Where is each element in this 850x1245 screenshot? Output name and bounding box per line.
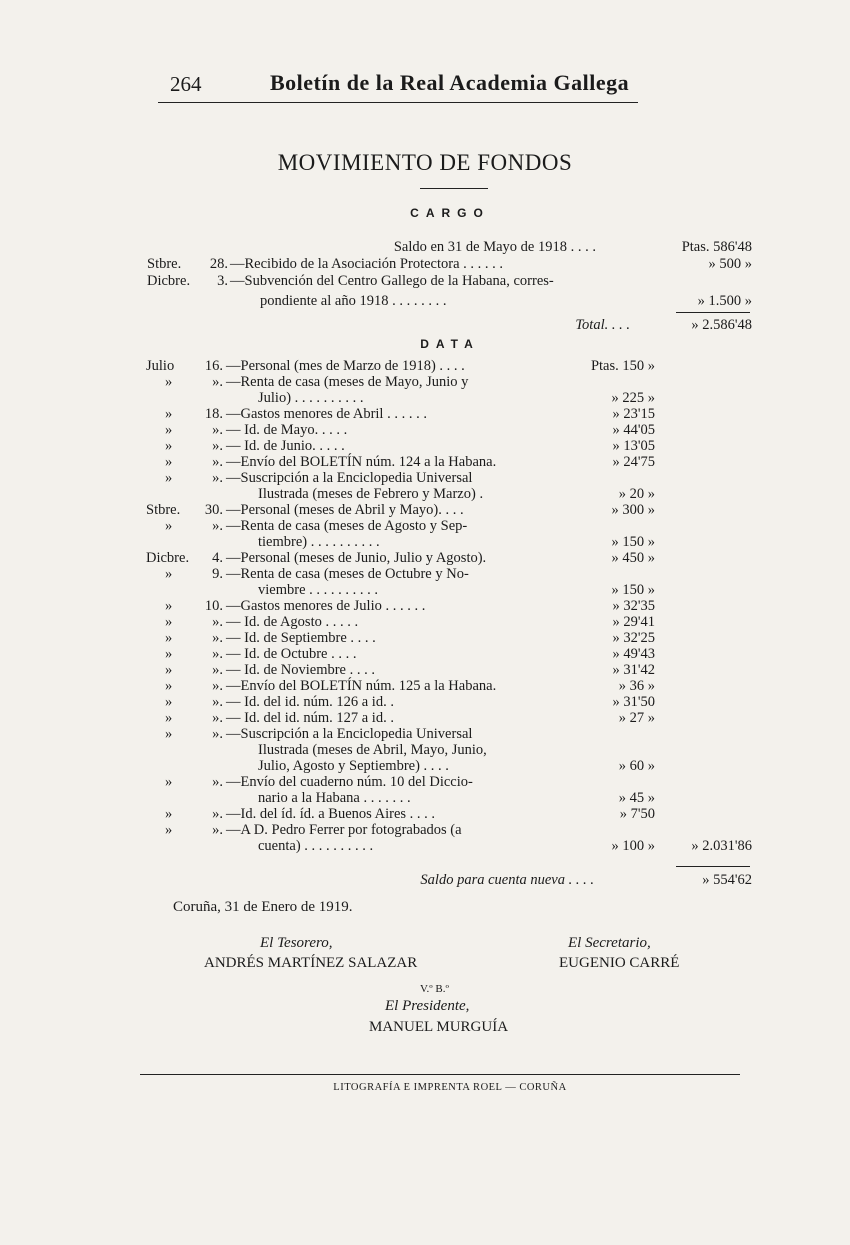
data-description: —Envío del BOLETÍN núm. 125 a la Habana. bbox=[226, 678, 497, 694]
cargo-heading: CARGO bbox=[410, 206, 490, 220]
data-description: —Gastos menores de Abril . . . . . . bbox=[226, 406, 427, 422]
data-description: — Id. de Noviembre . . . . bbox=[226, 662, 375, 678]
visto-bueno: V.º B.º bbox=[420, 983, 449, 995]
data-day: ». bbox=[212, 662, 223, 678]
data-description: —A D. Pedro Ferrer por fotograbados (a bbox=[226, 822, 462, 838]
data-month: » bbox=[165, 662, 173, 678]
saldo-label: Saldo para cuenta nueva . . . . bbox=[420, 872, 594, 888]
cargo-day: 28. bbox=[209, 256, 228, 272]
data-amount: » 49'43 bbox=[612, 646, 655, 662]
data-description: —Suscripción a la Enciclopedia Universal bbox=[226, 470, 473, 486]
data-day: ». bbox=[212, 678, 223, 694]
cargo-description: —Recibido de la Asociación Protectora . . . . . . bbox=[230, 256, 504, 272]
data-amount: » 23'15 bbox=[612, 406, 655, 422]
data-month: » bbox=[165, 774, 173, 790]
data-amount: » 13'05 bbox=[612, 438, 655, 454]
data-heading: DATA bbox=[420, 337, 480, 351]
tesorero-name: ANDRÉS MARTÍNEZ SALAZAR bbox=[204, 955, 418, 971]
data-month: Julio bbox=[146, 358, 175, 374]
data-day: ». bbox=[212, 470, 223, 486]
data-description: Julio) . . . . . . . . . . bbox=[258, 390, 364, 406]
data-description: —Personal (mes de Marzo de 1918) . . . . bbox=[226, 358, 465, 374]
data-day: ». bbox=[212, 646, 223, 662]
data-month: » bbox=[165, 598, 173, 614]
data-description: —Id. del íd. íd. a Buenos Aires . . . . bbox=[226, 806, 436, 822]
data-description: —Gastos menores de Julio . . . . . . bbox=[226, 598, 426, 614]
data-description: —Suscripción a la Enciclopedia Universal bbox=[226, 726, 473, 742]
data-description: Julio, Agosto y Septiembre) . . . . bbox=[258, 758, 449, 774]
data-description: — Id. del id. núm. 127 a id. . bbox=[226, 710, 394, 726]
data-month: » bbox=[165, 694, 173, 710]
data-description: — Id. de Agosto . . . . . bbox=[226, 614, 359, 630]
data-amount: » 225 » bbox=[611, 390, 655, 406]
data-month: » bbox=[165, 630, 173, 646]
data-description: cuenta) . . . . . . . . . . bbox=[258, 838, 374, 854]
cargo-day: 3. bbox=[217, 273, 228, 289]
data-day: 10. bbox=[204, 598, 223, 614]
secretario-role: El Secretario, bbox=[568, 935, 651, 951]
data-day: 30. bbox=[204, 502, 223, 518]
data-amount: » 31'50 bbox=[612, 694, 655, 710]
data-month: » bbox=[165, 518, 173, 534]
data-month: » bbox=[165, 566, 173, 582]
cargo-total-amount: » 2.586'48 bbox=[691, 317, 752, 333]
presidente-name: MANUEL MURGUÍA bbox=[369, 1019, 509, 1035]
data-amount: » 36 » bbox=[618, 678, 655, 694]
data-description: —Renta de casa (meses de Octubre y No- bbox=[226, 566, 469, 582]
saldo-amount: » 554'62 bbox=[702, 872, 752, 888]
page-title: MOVIMIENTO DE FONDOS bbox=[277, 150, 573, 175]
data-day: ». bbox=[212, 806, 223, 822]
data-amount: » 32'35 bbox=[612, 598, 655, 614]
data-day: ». bbox=[212, 694, 223, 710]
data-description: — Id. de Septiembre . . . . bbox=[226, 630, 376, 646]
data-description: —Envío del cuaderno núm. 10 del Diccio- bbox=[226, 774, 473, 790]
cargo-description: pondiente al año 1918 . . . . . . . . bbox=[260, 293, 447, 309]
data-day: ». bbox=[212, 726, 223, 742]
data-day: ». bbox=[212, 630, 223, 646]
data-month: Dicbre. bbox=[146, 550, 190, 566]
date-line: Coruña, 31 de Enero de 1919. bbox=[173, 899, 353, 915]
data-month: » bbox=[165, 454, 173, 470]
data-amount: » 45 » bbox=[618, 790, 655, 806]
data-amount: » 150 » bbox=[611, 534, 655, 550]
data-month: » bbox=[165, 438, 173, 454]
data-day: ». bbox=[212, 374, 223, 390]
cargo-month: Stbre. bbox=[147, 256, 182, 272]
data-amount: » 24'75 bbox=[612, 454, 655, 470]
running-header bbox=[158, 68, 638, 103]
data-day: ». bbox=[212, 454, 223, 470]
data-amount: » 32'25 bbox=[612, 630, 655, 646]
data-description: —Renta de casa (meses de Mayo, Junio y bbox=[226, 374, 469, 390]
data-day: ». bbox=[212, 422, 223, 438]
data-day: ». bbox=[212, 614, 223, 630]
data-month: Stbre. bbox=[146, 502, 181, 518]
data-day: 16. bbox=[204, 358, 223, 374]
printer-imprint: LITOGRAFÍA E IMPRENTA ROEL — CORUÑA bbox=[333, 1082, 567, 1093]
data-amount-total: Ptas. 150 » bbox=[590, 358, 655, 374]
data-description: —Personal (meses de Junio, Julio y Agosto). bbox=[226, 550, 487, 566]
data-month: » bbox=[165, 822, 173, 838]
data-day: ». bbox=[212, 710, 223, 726]
data-month: » bbox=[165, 614, 173, 630]
secretario-name: EUGENIO CARRÉ bbox=[559, 955, 680, 971]
page-number: 264 bbox=[170, 72, 202, 96]
data-amount: » 20 » bbox=[618, 486, 655, 502]
data-amount: » 100 » bbox=[611, 838, 655, 854]
data-description: Ilustrada (meses de Febrero y Marzo) . bbox=[258, 486, 484, 502]
data-description: Ilustrada (meses de Abril, Mayo, Junio, bbox=[258, 742, 487, 758]
presidente-role: El Presidente, bbox=[385, 998, 470, 1014]
data-amount-total: » 2.031'86 bbox=[691, 838, 752, 854]
journal-title: Boletín de la Real Academia Gallega bbox=[270, 70, 630, 95]
data-description: — Id. del id. núm. 126 a id. . bbox=[226, 694, 394, 710]
data-description: —Personal (meses de Abril y Mayo). . . . bbox=[226, 502, 464, 518]
data-amount: » 29'41 bbox=[612, 614, 655, 630]
data-month: » bbox=[165, 726, 173, 742]
data-amount: » 150 » bbox=[611, 582, 655, 598]
data-day: 4. bbox=[212, 550, 223, 566]
data-description: nario a la Habana . . . . . . . bbox=[258, 790, 411, 806]
data-month: » bbox=[165, 646, 173, 662]
data-month: » bbox=[165, 470, 173, 486]
tesorero-role: El Tesorero, bbox=[260, 935, 333, 951]
data-description: — Id. de Octubre . . . . bbox=[226, 646, 357, 662]
data-month: » bbox=[165, 710, 173, 726]
cargo-saldo-text: Saldo en 31 de Mayo de 1918 . . . . bbox=[393, 239, 596, 255]
footer-rule bbox=[140, 1074, 740, 1075]
data-month: » bbox=[165, 806, 173, 822]
data-description: — Id. de Mayo. . . . . bbox=[226, 422, 348, 438]
data-amount: » 31'42 bbox=[612, 662, 655, 678]
data-day: ». bbox=[212, 438, 223, 454]
title-rule bbox=[420, 188, 488, 189]
data-month: » bbox=[165, 406, 173, 422]
data-day: 18. bbox=[204, 406, 223, 422]
cargo-amount: » 1.500 » bbox=[697, 293, 752, 309]
cargo-saldo-amount: Ptas. 586'48 bbox=[681, 239, 752, 255]
data-month: » bbox=[165, 678, 173, 694]
data-month: » bbox=[165, 374, 173, 390]
data-amount: » 7'50 bbox=[619, 806, 655, 822]
data-amount: » 450 » bbox=[611, 550, 655, 566]
data-month: » bbox=[165, 422, 173, 438]
data-description: tiembre) . . . . . . . . . . bbox=[258, 534, 380, 550]
data-amount: » 27 » bbox=[618, 710, 655, 726]
cargo-total-rule bbox=[676, 312, 750, 313]
data-day: ». bbox=[212, 518, 223, 534]
data-description: — Id. de Junio. . . . . bbox=[226, 438, 345, 454]
data-day: 9. bbox=[212, 566, 223, 582]
cargo-amount: » 500 » bbox=[708, 256, 752, 272]
data-amount: » 44'05 bbox=[612, 422, 655, 438]
data-amount: » 300 » bbox=[611, 502, 655, 518]
data-amount: » 60 » bbox=[618, 758, 655, 774]
cargo-month: Dicbre. bbox=[147, 273, 191, 289]
data-day: ». bbox=[212, 774, 223, 790]
data-day: ». bbox=[212, 822, 223, 838]
data-description: —Envío del BOLETÍN núm. 124 a la Habana. bbox=[226, 454, 497, 470]
data-description: —Renta de casa (meses de Agosto y Sep- bbox=[226, 518, 468, 534]
data-description: viembre . . . . . . . . . . bbox=[258, 582, 379, 598]
cargo-total-label: Total. . . . bbox=[575, 317, 630, 333]
data-total-rule bbox=[676, 866, 750, 867]
cargo-description: —Subvención del Centro Gallego de la Habana, corres- bbox=[230, 273, 554, 289]
